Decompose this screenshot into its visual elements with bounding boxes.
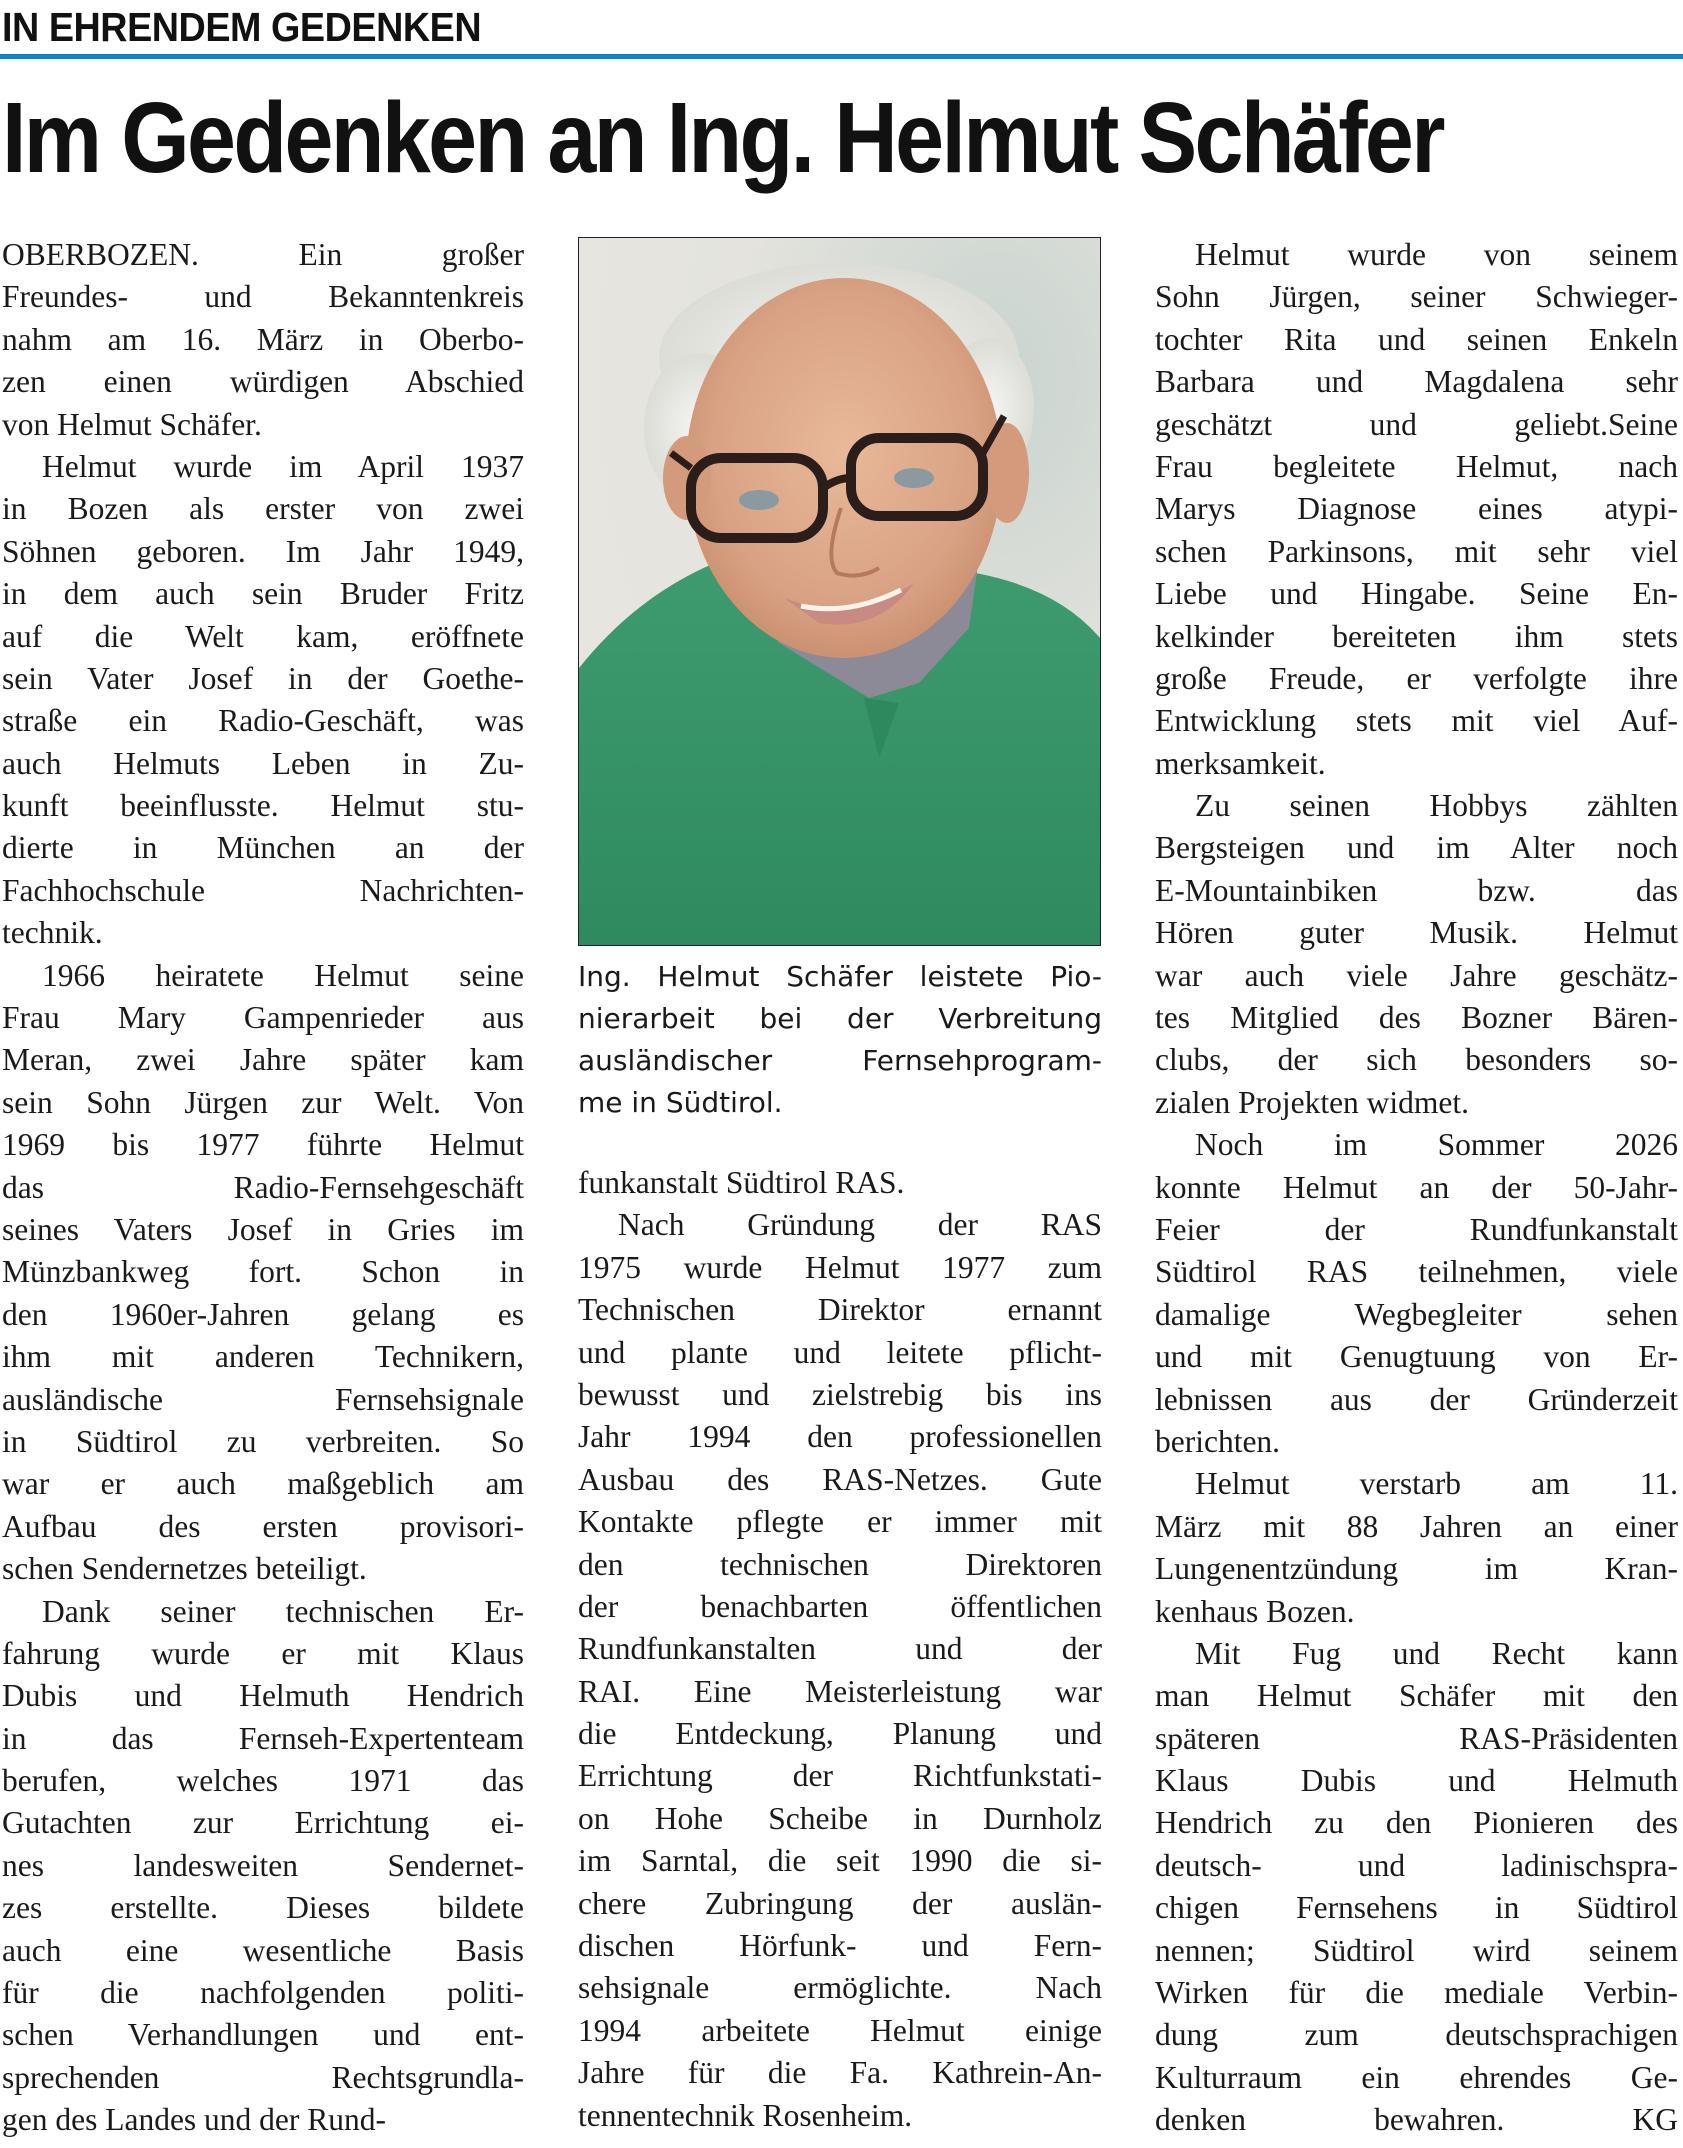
article-text-line: Feier der Rundfunkanstalt bbox=[1155, 1211, 1678, 1247]
article-text-line: seines Vaters Josef in Gries im bbox=[2, 1211, 524, 1247]
article-text-line: späteren RAS-Präsidenten bbox=[1155, 1720, 1678, 1756]
article-text-line: schen Verhandlungen und ent- bbox=[2, 2017, 524, 2053]
article-text-line: war auch viele Jahre geschätz- bbox=[1155, 957, 1678, 993]
article-text-line: tennentechnik Rosenheim. bbox=[578, 2097, 913, 2133]
article-text-line: sein Sohn Jürgen zur Welt. Von bbox=[2, 1084, 524, 1120]
portrait-illustration-icon bbox=[579, 238, 1100, 945]
article-text-line: Helmut wurde im April 1937 bbox=[42, 448, 524, 484]
article-text-line: nahm am 16. März in Oberbo- bbox=[2, 321, 524, 357]
article-text-line: Aufbau des ersten provisori- bbox=[2, 1508, 524, 1544]
article-text-line: 1966 heiratete Helmut seine bbox=[42, 957, 524, 993]
article-text-line: dierte in München an der bbox=[2, 830, 524, 866]
article-text-line: Hendrich zu den Pionieren des bbox=[1155, 1805, 1678, 1841]
article-text-line: zes erstellte. Dieses bildete bbox=[2, 1890, 524, 1926]
article-text-line: zen einen würdigen Abschied bbox=[2, 364, 524, 400]
article-text-line: E-Mountainbiken bzw. das bbox=[1155, 872, 1678, 908]
article-text-line: Entwicklung stets mit viel Auf- bbox=[1155, 703, 1678, 739]
article-text-line: damalige Wegbegleiter sehen bbox=[1155, 1296, 1678, 1332]
section-rule bbox=[0, 54, 1683, 59]
article-text-line: Frau begleitete Helmut, nach bbox=[1155, 448, 1678, 484]
article-text-line: on Hohe Scheibe in Durnholz bbox=[578, 1800, 1102, 1836]
article-column-3 bbox=[1155, 234, 1678, 2142]
article-text-line: Gutachten zur Errichtung ei- bbox=[2, 1805, 524, 1841]
article-column-2 bbox=[578, 1162, 1102, 2137]
article-text-line: RAI. Eine Meisterleistung war bbox=[578, 1673, 1102, 1709]
article-text-line: Fachhochschule Nachrichten- bbox=[2, 872, 524, 908]
article-text-line: deutsch- und ladinischspra- bbox=[1155, 1847, 1678, 1883]
article-text-line: Marys Diagnose eines atypi- bbox=[1155, 491, 1678, 527]
article-text-line: man Helmut Schäfer mit den bbox=[1155, 1678, 1678, 1714]
article-text-line: OBERBOZEN. Ein großer bbox=[2, 237, 524, 272]
article-text-line: geschätzt und geliebt.Seine bbox=[1155, 406, 1678, 442]
article-text-line: straße ein Radio-Geschäft, was bbox=[2, 703, 524, 739]
article-text-line: und mit Genugtuung von Er- bbox=[1155, 1339, 1678, 1375]
article-text-line: Frau Mary Gampenrieder aus bbox=[2, 1000, 524, 1036]
caption-line: Ing. Helmut Schäfer leistete Pio- bbox=[578, 960, 1102, 993]
article-text-line: der benachbarten öffentlichen bbox=[578, 1588, 1102, 1624]
section-kicker: IN EHRENDEM GEDENKEN bbox=[2, 4, 482, 50]
article-text-line: sprechenden Rechtsgrundla- bbox=[2, 2059, 524, 2095]
article-text-line: Helmut wurde von seinem bbox=[1195, 237, 1678, 272]
caption-line: me in Südtirol. bbox=[578, 1086, 783, 1119]
article-text-line: Kontakte pflegte er immer mit bbox=[578, 1504, 1102, 1540]
article-text-line: Zu seinen Hobbys zählten bbox=[1195, 788, 1678, 824]
article-text-line: 1969 bis 1977 führte Helmut bbox=[2, 1127, 524, 1163]
article-text-line: merksamkeit. bbox=[1155, 745, 1326, 781]
article-text-line: nennen; Südtirol wird seinem bbox=[1155, 1932, 1678, 1968]
article-text-line: Hören guter Musik. Helmut bbox=[1155, 915, 1678, 951]
article-text-line: sehsignale ermöglichte. Nach bbox=[578, 1970, 1102, 2006]
article-text-line: kelkinder bereiteten ihm stets bbox=[1155, 618, 1678, 654]
article-text-line: Meran, zwei Jahre später kam bbox=[2, 1042, 524, 1078]
article-text-line: Technischen Direktor ernannt bbox=[578, 1292, 1102, 1328]
article-text-line: kunft beeinflusste. Helmut stu- bbox=[2, 788, 524, 824]
article-text-line: Nach Gründung der RAS bbox=[618, 1207, 1102, 1243]
article-text-line: Klaus Dubis und Helmuth bbox=[1155, 1763, 1678, 1799]
article-text-line: Ausbau des RAS-Netzes. Gute bbox=[578, 1461, 1102, 1497]
article-text-line: berichten. bbox=[1155, 1423, 1281, 1459]
article-text-line: Noch im Sommer 2026 bbox=[1195, 1127, 1678, 1163]
article-text-line: in Bozen als erster von zwei bbox=[2, 491, 524, 527]
article-text-line: denken bewahren. KG bbox=[1155, 2102, 1678, 2138]
article-text-line: dung zum deutschsprachigen bbox=[1155, 2017, 1678, 2053]
article-column-1 bbox=[2, 234, 524, 2142]
article-text-line: Bergsteigen und im Alter noch bbox=[1155, 830, 1678, 866]
article-text-line: ausländische Fernsehsignale bbox=[2, 1381, 524, 1417]
article-text-line: lebnissen aus der Gründerzeit bbox=[1155, 1381, 1678, 1417]
article-text-line: Lungenentzündung im Kran- bbox=[1155, 1551, 1678, 1587]
article-text-line: konnte Helmut an der 50-Jahr- bbox=[1155, 1169, 1678, 1205]
article-text-line: auf die Welt kam, eröffnete bbox=[2, 618, 524, 654]
article-text-line: ihm mit anderen Technikern, bbox=[2, 1339, 524, 1375]
article-text-line: bewusst und zielstrebig bis ins bbox=[578, 1376, 1102, 1412]
headline: Im Gedenken an Ing. Helmut Schäfer bbox=[2, 82, 1443, 194]
article-text-line: Münzbankweg fort. Schon in bbox=[2, 1254, 524, 1290]
article-text-line: Wirken für die mediale Verbin- bbox=[1155, 1975, 1678, 2011]
article-text-line: Dank seiner technischen Er- bbox=[42, 1593, 524, 1629]
article-text-line: 1975 wurde Helmut 1977 zum bbox=[578, 1249, 1102, 1285]
article-text-line: Südtirol RAS teilnehmen, viele bbox=[1155, 1254, 1678, 1290]
article-text-line: dischen Hörfunk- und Fern- bbox=[578, 1928, 1102, 1964]
article-text-line: tes Mitglied des Bozner Bären- bbox=[1155, 1000, 1678, 1036]
article-text-line: das Radio-Fernsehgeschäft bbox=[2, 1169, 524, 1205]
article-text-line: den technischen Direktoren bbox=[578, 1546, 1102, 1582]
article-text-line: berufen, welches 1971 das bbox=[2, 1763, 524, 1799]
article-text-line: technik. bbox=[2, 915, 103, 951]
article-text-line: auch eine wesentliche Basis bbox=[2, 1932, 524, 1968]
article-text-line: Freundes- und Bekanntenkreis bbox=[2, 279, 524, 315]
caption-line: nierarbeit bei der Verbreitung bbox=[578, 1002, 1102, 1035]
article-text-line: Rundfunkanstalten und der bbox=[578, 1631, 1102, 1667]
article-text-line: Barbara und Magdalena sehr bbox=[1155, 364, 1678, 400]
article-text-line: Errichtung der Richtfunkstati- bbox=[578, 1758, 1102, 1794]
article-text-line: den 1960er-Jahren gelang es bbox=[2, 1296, 524, 1332]
article-text-line: Helmut verstarb am 11. bbox=[1195, 1466, 1678, 1502]
article-text-line: im Sarntal, die seit 1990 die si- bbox=[578, 1843, 1102, 1879]
article-text-line: tochter Rita und seinen Enkeln bbox=[1155, 321, 1678, 357]
article-text-line: in dem auch sein Bruder Fritz bbox=[2, 576, 524, 612]
article-text-line: in das Fernseh-Expertenteam bbox=[2, 1720, 524, 1756]
article-text-line: März mit 88 Jahren an einer bbox=[1155, 1508, 1678, 1544]
article-text-line: Kulturraum ein ehrendes Ge- bbox=[1155, 2059, 1678, 2095]
article-text-line: war er auch maßgeblich am bbox=[2, 1466, 524, 1502]
article-text-line: sein Vater Josef in der Goethe- bbox=[2, 660, 524, 696]
article-text-line: chere Zubringung der auslän- bbox=[578, 1885, 1102, 1921]
portrait-photo bbox=[578, 237, 1101, 946]
article-text-line: gen des Landes und der Rund- bbox=[2, 2102, 387, 2138]
article-text-line: große Freude, er verfolgte ihre bbox=[1155, 660, 1678, 696]
article-text-line: zialen Projekten widmet. bbox=[1155, 1084, 1470, 1120]
article-text-line: chigen Fernsehens in Südtirol bbox=[1155, 1890, 1678, 1926]
article-text-line: nes landesweiten Sendernet- bbox=[2, 1847, 524, 1883]
article-text-line: kenhaus Bozen. bbox=[1155, 1593, 1355, 1629]
article-text-line: auch Helmuts Leben in Zu- bbox=[2, 745, 524, 781]
article-text-line: Jahre für die Fa. Kathrein-An- bbox=[578, 2055, 1102, 2091]
article-text-line: Liebe und Hingabe. Seine En- bbox=[1155, 576, 1678, 612]
article-text-line: Jahr 1994 den professionellen bbox=[578, 1419, 1102, 1455]
photo-caption bbox=[578, 956, 1102, 1124]
article-text-line: und plante und leitete pflicht- bbox=[578, 1334, 1102, 1370]
article-text-line: schen Sendernetzes beteiligt. bbox=[2, 1551, 367, 1587]
article-text-line: schen Parkinsons, mit sehr viel bbox=[1155, 533, 1678, 569]
article-text-line: für die nachfolgenden politi- bbox=[2, 1975, 524, 2011]
article-text-line: Mit Fug und Recht kann bbox=[1195, 1635, 1678, 1671]
article-text-line: clubs, der sich besonders so- bbox=[1155, 1042, 1678, 1078]
article-text-line: die Entdeckung, Planung und bbox=[578, 1716, 1102, 1752]
article-text-line: 1994 arbeitete Helmut einige bbox=[578, 2012, 1102, 2048]
article-text-line: in Südtirol zu verbreiten. So bbox=[2, 1423, 524, 1459]
article-text-line: Sohn Jürgen, seiner Schwieger- bbox=[1155, 279, 1678, 315]
article-text-line: Söhnen geboren. Im Jahr 1949, bbox=[2, 533, 524, 569]
article-text-line: von Helmut Schäfer. bbox=[2, 406, 262, 442]
article-text-line: Dubis und Helmuth Hendrich bbox=[2, 1678, 524, 1714]
article-text-line: fahrung wurde er mit Klaus bbox=[2, 1635, 524, 1671]
article-text-line: funkanstalt Südtirol RAS. bbox=[578, 1165, 905, 1200]
caption-line: ausländischer Fernsehprogram- bbox=[578, 1044, 1102, 1077]
